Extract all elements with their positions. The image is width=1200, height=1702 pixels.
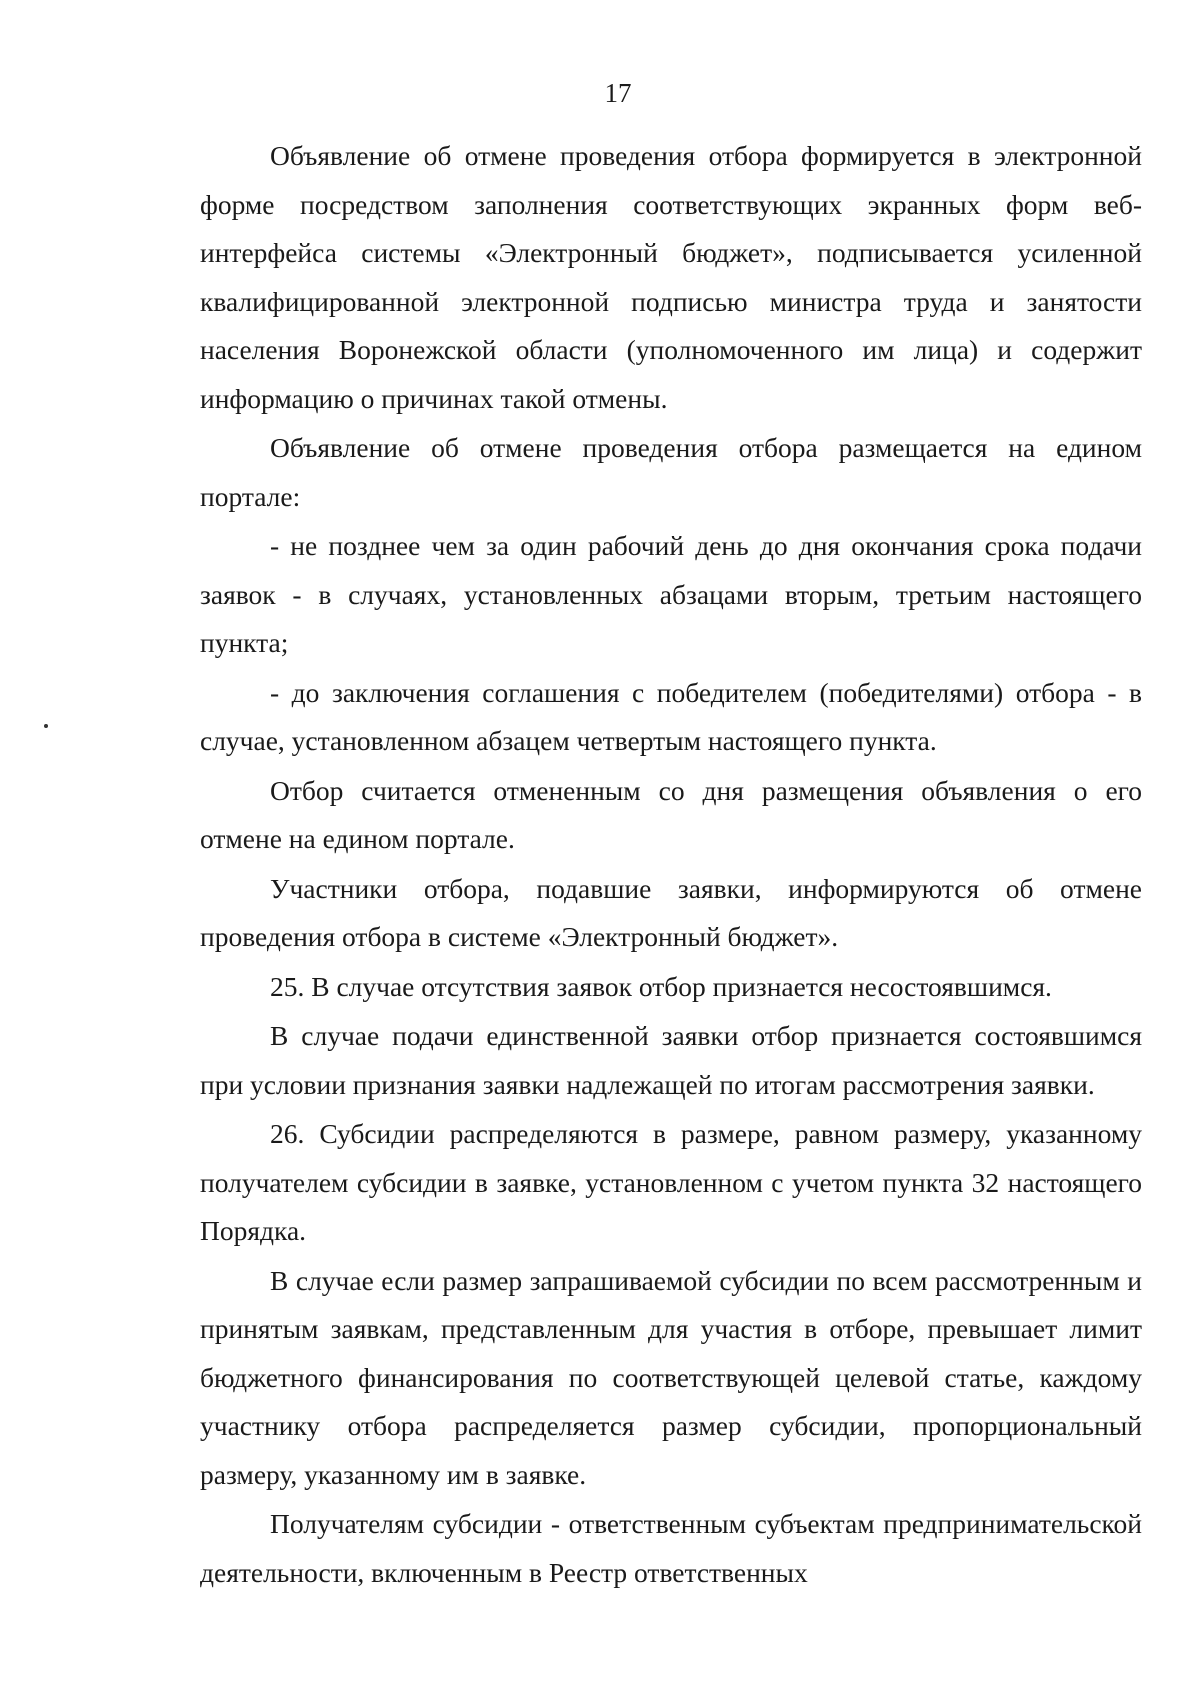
paragraph-responsible-entities: Получателям субсидии - ответственным субъектам предпринимательской деятельности, включенным в Реестр ответственных: [200, 1508, 1142, 1588]
paragraph-item-25: 25. В случае отсутствия заявок отбор признается несостоявшимся.: [270, 970, 1052, 1002]
paragraph-participants-informed: Участники отбора, подавшие заявки, информируются об отмене проведения отбора в системе «Электронный бюджет».: [200, 872, 1142, 952]
scan-mark: [44, 724, 48, 728]
paragraph-cancellation-notice-form: Объявление об отмене проведения отбора формируется в электронной форме посредством заполнения соответствующих экранных форм веб-интерфейса системы «Электронный бюджет», подписывается усиленной квалифицированной электронной подписью министра труда и занятости населения Воронежской области (уполномоченного им лица) и содержит информацию о причинах такой отмены.: [200, 140, 1142, 414]
paragraph-item-26: 26. Субсидии распределяются в размере, равном размеру, указанному получателем субсидии в заявке, установленном с учетом пункта 32 настоящего Порядка.: [200, 1118, 1142, 1246]
paragraph-deadline-before-submission-end: - не позднее чем за один рабочий день до дня окончания срока подачи заявок - в случаях, установленных абзацами вторым, третьим настоящего пункта;: [200, 530, 1142, 658]
paragraph-proportional-distribution: В случае если размер запрашиваемой субсидии по всем рассмотренным и принятым заявкам, представленным для участия в отборе, превышает лимит бюджетного финансирования по соответствующей целевой статье, каждому участнику отбора распределяется размер субсидии, пропорциональный размеру, указанному им в заявке.: [200, 1264, 1142, 1490]
paragraph-single-application: В случае подачи единственной заявки отбор признается состоявшимся при условии признания заявки надлежащей по итогам рассмотрения заявки.: [200, 1020, 1142, 1100]
paragraph-cancellation-notice-placement: Объявление об отмене проведения отбора размещается на едином портале:: [200, 432, 1142, 512]
paragraph-selection-cancelled: Отбор считается отмененным со дня размещения объявления о его отмене на едином портале.: [200, 774, 1142, 854]
paragraph-deadline-before-agreement: - до заключения соглашения с победителем (победителями) отбора - в случае, установленном абзацем четвертым настоящего пункта.: [200, 676, 1142, 756]
page-number: 17: [604, 78, 632, 108]
document-body: [200, 132, 1142, 1597]
